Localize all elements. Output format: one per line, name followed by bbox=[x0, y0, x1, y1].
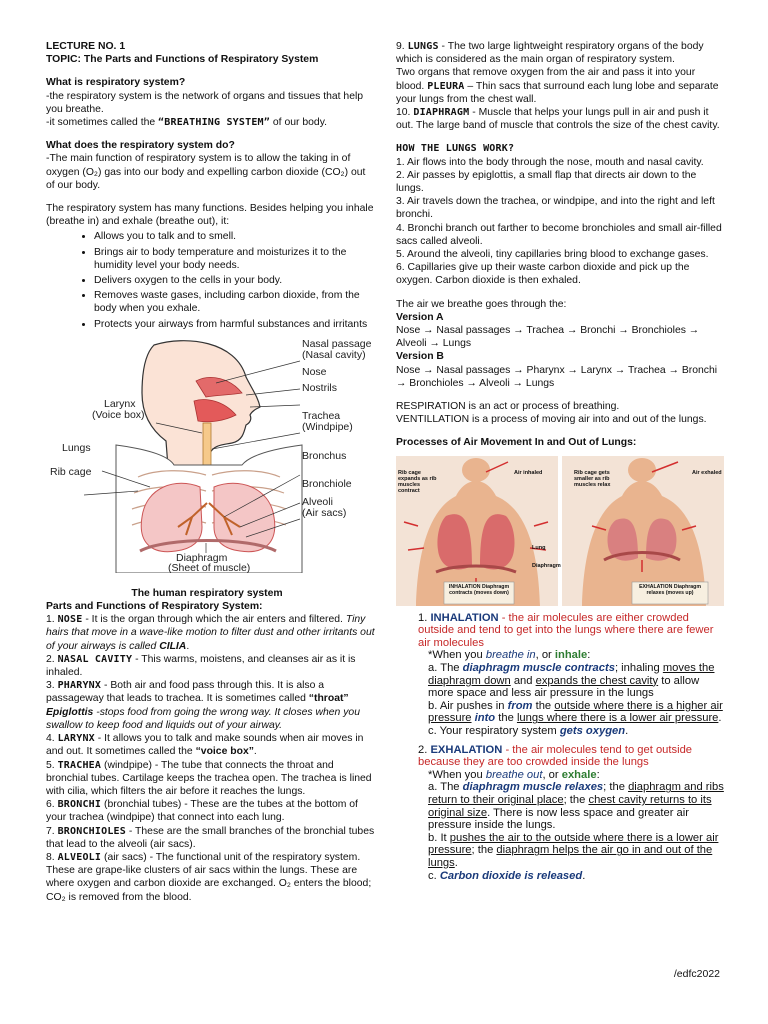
text-run: Two organs that remove oxygen from the air and pass it into your blood. bbox=[396, 67, 696, 92]
label-alveoli: Alveoli bbox=[302, 495, 333, 508]
breathing-illustration bbox=[396, 456, 724, 606]
term-larynx: LARYNX bbox=[57, 733, 95, 745]
text-run: (bronchial tubes) - These are the tubes at the bottom of your trachea (windpipe) that connect into each lung. bbox=[46, 799, 358, 824]
list-item: • Protects your airways from harmful substances and irritants bbox=[94, 318, 376, 331]
how-step: 3. Air travels down the trachea, or windpipe, and into the right and left bronchi. bbox=[396, 196, 715, 221]
text-run: pushes the air to the outside where there is a lower air pressure bbox=[428, 831, 719, 857]
part-nasal-cavity bbox=[46, 653, 376, 679]
part-bronchi bbox=[46, 798, 376, 824]
version-b-path: Nose → Nasal passages → Pharynx → Larynx → Trachea → Bronchi → Bronchioles → Alveoli → Lungs bbox=[396, 364, 718, 389]
term-bronchioles: BRONCHIOLES bbox=[57, 825, 126, 837]
term-diaphragm-relaxes: diaphragm muscle relaxes bbox=[462, 781, 604, 794]
label-sheet-of-muscle: (Sheet of muscle) bbox=[168, 561, 251, 574]
inhalation-definition bbox=[418, 612, 726, 650]
term-breathe-in: breathe in bbox=[485, 649, 536, 662]
text-run: to allow more space and less air pressure in the lungs bbox=[428, 674, 700, 700]
text-run: ; the bbox=[603, 781, 629, 794]
term-diaphragm: DIAPHRAGM bbox=[413, 107, 470, 119]
text-run: ; the bbox=[471, 844, 497, 857]
text-run: 1. bbox=[46, 614, 58, 626]
lecture-title: LECTURE NO. 1 bbox=[46, 41, 126, 52]
label-windpipe: (Windpipe) bbox=[302, 420, 353, 433]
text-run: 7. bbox=[46, 825, 58, 837]
term-into: into bbox=[471, 712, 496, 725]
text-run: . bbox=[253, 746, 257, 758]
label-air-sacs: (Air sacs) bbox=[302, 506, 347, 519]
text-run: . bbox=[186, 640, 190, 652]
exhalation-step-b bbox=[418, 832, 726, 870]
term-exhalation: EXHALATION bbox=[430, 743, 503, 756]
label-bronchus: Bronchus bbox=[302, 449, 347, 462]
text-run: (windpipe) - The tube that connects the throat and bronchial tubes. Cartilage keeps the trachea open. The trachea is lined with cilia, which filters the air before it reaches the lungs. bbox=[46, 759, 372, 797]
exhalation-caption-box: EXHALATION Diaphragm relaxes (moves up) bbox=[639, 583, 701, 596]
text-run: b. It bbox=[428, 831, 450, 844]
text-run: . bbox=[454, 856, 458, 869]
text-run: c. Your respiratory system bbox=[428, 725, 560, 738]
label-trachea: Trachea bbox=[302, 409, 341, 422]
text-run: 2. bbox=[46, 653, 58, 665]
list-item: • Removes waste gases, including carbon dioxide, from the body when you exhale. bbox=[94, 289, 376, 315]
parts-heading: Parts and Functions of Respiratory System: bbox=[46, 601, 263, 613]
text-run: (air sacs) - The functional unit of the respiratory system. These are grape-like clusters of air sacs within the lungs. These are where oxygen and carbon dioxide are exchanged. O₂ enters the blood; CO₂ is removed from the blood. bbox=[46, 851, 372, 903]
respiration-definition: RESPIRATION is an act or process of breathing. bbox=[396, 401, 620, 413]
text-run: 8. bbox=[46, 851, 58, 863]
term-nasal-cavity: NASAL CAVITY bbox=[57, 653, 133, 665]
footer-signature: /edfc2022 bbox=[673, 968, 720, 980]
version-a-label: Version A bbox=[396, 311, 444, 323]
list-item: • Brings air to body temperature and moisturizes it to the humidity level your body needs. bbox=[94, 246, 376, 272]
text-run: : bbox=[596, 768, 600, 781]
label-diaphragm: Diaphragm bbox=[176, 551, 228, 564]
label-larynx: Larynx bbox=[104, 397, 136, 410]
term-from: from bbox=[507, 699, 533, 712]
text-run: lungs where there is a lower air pressure bbox=[516, 712, 719, 725]
answer-what-is-1: -the respiratory system is the network of organs and tissues that help you breathe. bbox=[46, 90, 364, 115]
part-lungs bbox=[396, 40, 726, 106]
inhalation-step-b bbox=[418, 700, 726, 725]
lecture-topic: TOPIC: The Parts and Functions of Respiratory System bbox=[46, 54, 319, 66]
label-nose: Nose bbox=[302, 365, 327, 378]
text-run: . bbox=[625, 725, 629, 738]
term-alveoli: ALVEOLI bbox=[57, 851, 102, 863]
text-run: 10. bbox=[396, 107, 414, 119]
text-run: 4. bbox=[46, 733, 58, 745]
how-step: 4. Bronchi branch out farther to become bronchioles and small air-filled sacs called alveoli. bbox=[396, 222, 722, 247]
term-exhale: exhale bbox=[561, 768, 597, 781]
term-inhale: inhale bbox=[554, 649, 588, 662]
text-run: 1. bbox=[418, 611, 431, 624]
text-run: - the air molecules are either crowded outside and tend to get into the lungs where there are fewer air molecules bbox=[418, 611, 714, 649]
how-step: 6. Capillaries give up their waste carbon dioxide and pick up the oxygen. Carbon dioxide is then exhaled. bbox=[396, 262, 690, 287]
term-epiglottis: Epiglottis bbox=[46, 706, 94, 718]
text-run: and bbox=[510, 674, 536, 687]
part-pharynx bbox=[46, 679, 376, 732]
label-ribcage-smaller: Rib cage gets smaller as rib muscles relax bbox=[574, 469, 611, 488]
part-bronchioles bbox=[46, 825, 376, 851]
list-item: • Delivers oxygen to the cells in your body. bbox=[94, 274, 376, 287]
text-run: *When you bbox=[428, 649, 486, 662]
part-alveoli bbox=[46, 851, 376, 904]
term-inhalation: INHALATION bbox=[430, 611, 499, 624]
question-what-is: What is respiratory system? bbox=[46, 77, 186, 89]
figure-caption: The human respiratory system bbox=[131, 587, 283, 599]
how-step: 5. Around the alveoli, tiny capillaries bring blood to exchange gases. bbox=[396, 249, 709, 261]
part-trachea bbox=[46, 759, 376, 799]
text-run: - These are the small branches of the bronchial tubes that lead to the alveoli (air sacs). bbox=[46, 825, 375, 850]
term-throat: “throat” bbox=[308, 693, 349, 705]
text-run: 9. bbox=[396, 41, 408, 52]
label-voice-box: (Voice box) bbox=[92, 408, 145, 421]
exhalation-definition bbox=[418, 744, 726, 769]
functions-list bbox=[46, 230, 376, 330]
label-ribcage-expands: Rib cage expands as rib muscles contract bbox=[398, 469, 437, 494]
text-run: – Thin sacs that surround each lung lobe and separate your lungs from the chest wall. bbox=[396, 80, 719, 105]
text-run: - The two large lightweight respiratory organs of the body which is considered as the main organ of respiratory system. bbox=[396, 41, 704, 66]
label-nasal-passage: Nasal passage bbox=[302, 337, 372, 350]
ventillation-definition: VENTILLATION is a process of moving air into and out of the lungs. bbox=[396, 414, 707, 426]
label-nasal-cavity: (Nasal cavity) bbox=[302, 348, 366, 361]
how-step: 2. Air passes by epiglottis, a small flap that directs air down to the lungs. bbox=[396, 169, 697, 195]
text-run: , or bbox=[542, 768, 562, 781]
text-run: *When you bbox=[428, 768, 486, 781]
text-run: expands the chest cavity bbox=[535, 674, 659, 687]
label-diaphragm-photo: Diaphragm bbox=[532, 562, 561, 569]
exhalation-step-c bbox=[418, 870, 726, 883]
inhalation-caption-box: INHALATION Diaphragm contracts (moves down) bbox=[448, 583, 510, 596]
term-bronchi: BRONCHI bbox=[57, 799, 102, 811]
exhalation-step-a bbox=[418, 781, 726, 831]
part-larynx bbox=[46, 732, 376, 758]
text-run: the bbox=[495, 712, 517, 725]
inhalation-step-c bbox=[418, 725, 726, 738]
text-run: c. bbox=[428, 869, 440, 882]
term-lungs: LUNGS bbox=[407, 41, 439, 52]
text-run: - This warms, moistens, and cleanses air as it is inhaled. bbox=[46, 653, 356, 679]
text-run: . There is now less space and greater air pressure inside the lungs. bbox=[428, 806, 689, 832]
text-run: 5. bbox=[46, 759, 58, 771]
text-run: of our body. bbox=[270, 117, 328, 129]
air-path-intro: The air we breathe goes through the: bbox=[396, 298, 567, 310]
label-nostrils: Nostrils bbox=[302, 381, 338, 394]
term-pleura: PLEURA bbox=[427, 80, 465, 92]
text-run: outside where there is a higher air pressure bbox=[428, 699, 723, 725]
label-bronchiole: Bronchiole bbox=[302, 477, 352, 490]
inhalation-when bbox=[418, 649, 726, 662]
text-run: . bbox=[718, 712, 722, 725]
text-run: . bbox=[582, 869, 586, 882]
how-lungs-work-heading: HOW THE LUNGS WORK? bbox=[396, 143, 515, 155]
how-step: 1. Air flows into the body through the nose, mouth and nasal cavity. bbox=[396, 156, 704, 168]
inhalation-step-a bbox=[418, 662, 726, 700]
text-run: the bbox=[532, 699, 555, 712]
answer-what-does: -The main function of respiratory system is to allow the taking in of oxygen (O₂) gas into our body and expelling carbon dioxide (CO₂) out of our body. bbox=[46, 153, 366, 191]
term-co2-released: Carbon dioxide is released bbox=[439, 869, 583, 882]
label-lungs: Lungs bbox=[62, 441, 91, 454]
text-run: - the air molecules tend to get outside because they are too crowded inside the lungs bbox=[418, 743, 693, 769]
text-run: b. Air pushes in bbox=[428, 699, 508, 712]
text-run: ; the bbox=[563, 794, 589, 806]
version-b-label: Version B bbox=[396, 351, 444, 363]
answer-what-is-2 bbox=[46, 116, 376, 129]
version-a-path: Nose → Nasal passages → Trachea → Bronchi → Bronchioles → Alveoli → Lungs bbox=[396, 325, 700, 350]
label-air-inhaled: Air inhaled bbox=[514, 469, 543, 476]
text-run: a. The bbox=[428, 662, 463, 675]
label-air-exhaled: Air exhaled bbox=[692, 469, 722, 476]
inhalation-block bbox=[396, 612, 726, 738]
term-voice-box: “voice box” bbox=[195, 746, 254, 758]
text-run: diaphragm helps the air go in and out of the lungs bbox=[428, 844, 713, 869]
label-rib-cage: Rib cage bbox=[50, 465, 92, 478]
right-column bbox=[396, 40, 726, 882]
part-diaphragm bbox=[396, 106, 726, 132]
text-run: 2. bbox=[418, 743, 431, 756]
term-diaphragm-contracts: diaphragm muscle contracts bbox=[462, 662, 615, 675]
exhalation-block bbox=[396, 744, 726, 883]
processes-heading: Processes of Air Movement In and Out of Lungs: bbox=[396, 437, 637, 449]
label-lung: Lung bbox=[532, 544, 546, 551]
part-nose bbox=[46, 613, 376, 653]
term-nose: NOSE bbox=[57, 614, 83, 626]
text-run: - Muscle that helps your lungs pull in air and push it out. The large band of muscle that controls the size of the chest cavity. bbox=[396, 107, 720, 132]
term-pharynx: PHARYNX bbox=[57, 680, 102, 692]
text-run: ; inhaling bbox=[614, 662, 663, 675]
text-run: - Both air and food pass through this. It is also a passageway that leads to trachea. It is sometimes called bbox=[46, 680, 325, 705]
text-run: - It allows you to talk and make sounds when air moves in and out. It sometimes called the bbox=[46, 733, 364, 758]
text-run: -stops food from going the wrong way. It closes when you swallow to keep food and liquids out of your airway. bbox=[46, 706, 360, 731]
text-run: moves the diaphragm down bbox=[428, 662, 715, 687]
text-run: a. The bbox=[428, 781, 463, 794]
breathing-system-term: “BREATHING SYSTEM” bbox=[158, 117, 271, 129]
text-run: 3. bbox=[46, 680, 58, 692]
left-column bbox=[46, 40, 376, 904]
exhalation-when bbox=[418, 769, 726, 782]
functions-intro: The respiratory system has many functions. Besides helping you inhale (breathe in) and exhale (breathe out), it: bbox=[46, 203, 374, 228]
text-run: Tiny hairs that move in a wave-like motion to filter dust and other irritants out of your airways is called bbox=[46, 614, 375, 652]
text-run: 6. bbox=[46, 799, 58, 811]
text-run: -it sometimes called the bbox=[46, 117, 159, 129]
term-gets-oxygen: gets oxygen bbox=[559, 725, 626, 738]
term-trachea: TRACHEA bbox=[57, 759, 102, 771]
term-cilia: CILIA bbox=[159, 640, 187, 652]
text-run: - It is the organ through which the air enters and filtered. bbox=[82, 614, 343, 626]
list-item: • Allows you to talk and to smell. bbox=[94, 230, 376, 243]
text-run: diaphragm and ribs return to their original place bbox=[428, 781, 724, 806]
text-run: chest cavity returns to its original size bbox=[428, 794, 712, 819]
text-run: : bbox=[587, 649, 591, 662]
question-what-does: What does the respiratory system do? bbox=[46, 140, 235, 152]
text-run: , or bbox=[535, 649, 555, 662]
term-breathe-out: breathe out bbox=[485, 768, 543, 781]
respiratory-system-diagram bbox=[46, 337, 372, 585]
